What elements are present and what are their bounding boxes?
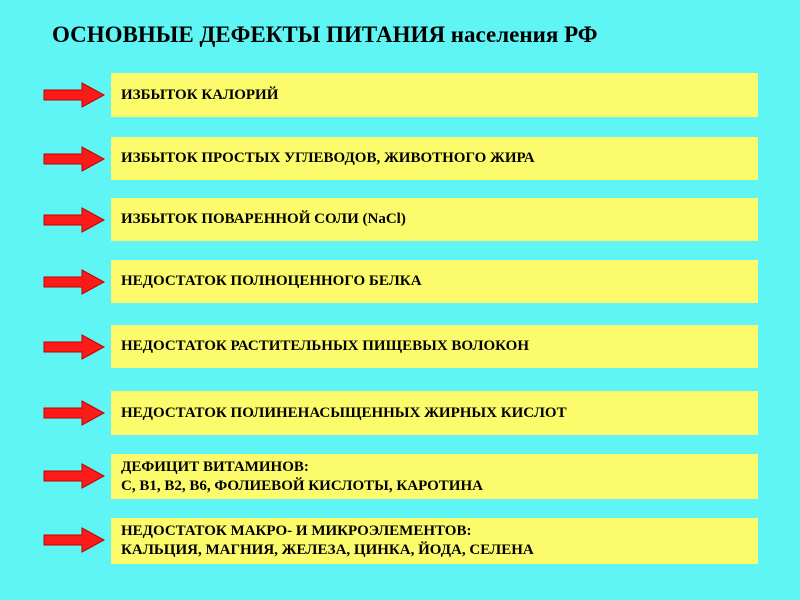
arrow-right-icon <box>42 333 106 361</box>
list-item-box <box>111 518 758 564</box>
list-item-box <box>111 198 758 241</box>
list-item-line-1: НЕДОСТАТОК МАКРО- И МИКРОЭЛЕМЕНТОВ: <box>121 523 472 539</box>
list-item-line-1: НЕДОСТАТОК РАСТИТЕЛЬНЫХ ПИЩЕВЫХ ВОЛОКОН <box>121 338 530 354</box>
list-item-box <box>111 137 758 180</box>
list-item-box <box>111 391 758 435</box>
arrow-right-icon <box>42 206 106 234</box>
list-item-box <box>111 73 758 117</box>
arrow-right-icon <box>42 399 106 427</box>
arrow-right-icon <box>42 145 106 173</box>
page-title: ОСНОВНЫЕ ДЕФЕКТЫ ПИТАНИЯ населения РФ <box>52 22 598 47</box>
list-item-line-2: КАЛЬЦИЯ, МАГНИЯ, ЖЕЛЕЗА, ЦИНКА, ЙОДА, СЕЛЕНА <box>121 542 534 558</box>
arrow-right-icon <box>42 526 106 554</box>
list-item-box <box>111 260 758 303</box>
list-item-line-1: ИЗБЫТОК ПРОСТЫХ УГЛЕВОДОВ, ЖИВОТНОГО ЖИРА <box>121 150 535 166</box>
list-item-line-1: ИЗБЫТОК КАЛОРИЙ <box>121 86 279 103</box>
list-item-line-1: НЕДОСТАТОК ПОЛНОЦЕННОГО БЕЛКА <box>121 273 422 289</box>
list-item-line-1: ИЗБЫТОК ПОВАРЕННОЙ СОЛИ (NaCl) <box>121 211 406 227</box>
list-item-line-1: НЕДОСТАТОК ПОЛИНЕНАСЫЩЕННЫХ ЖИРНЫХ КИСЛОТ <box>121 404 567 421</box>
list-item-box <box>111 325 758 368</box>
arrow-right-icon <box>42 81 106 109</box>
list-item-line-1: ДЕФИЦИТ ВИТАМИНОВ: <box>121 458 309 475</box>
arrow-right-icon <box>42 268 106 296</box>
arrow-right-icon <box>42 462 106 490</box>
list-item-line-2: С, В1, В2, В6, ФОЛИЕВОЙ КИСЛОТЫ, КАРОТИНА <box>121 477 483 494</box>
list-item-box <box>111 454 758 499</box>
